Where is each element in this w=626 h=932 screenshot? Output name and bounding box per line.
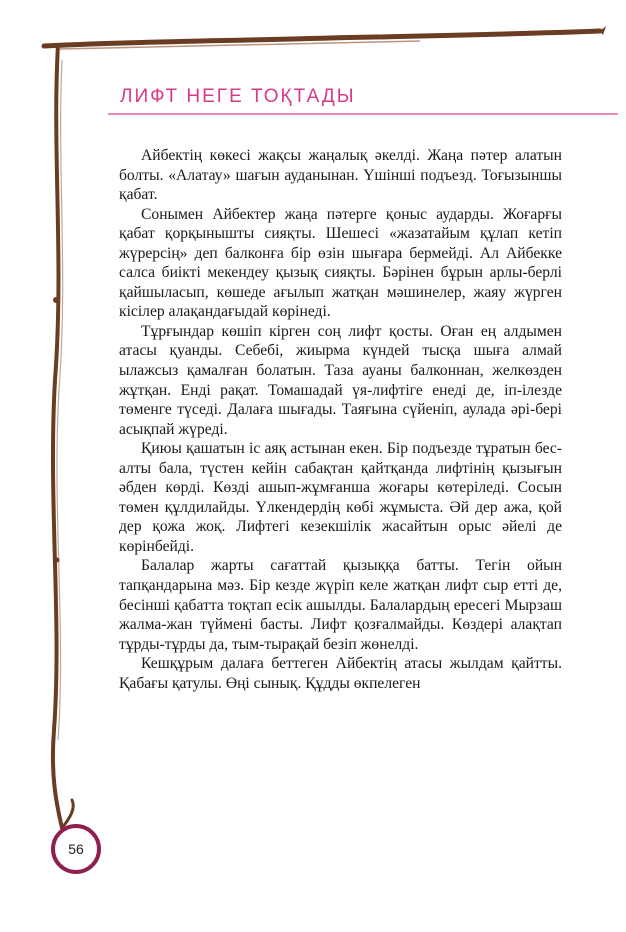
paragraph: Балалар жарты сағаттай қызыққа батты. Тегін ойын тапқандарына мәз. Бір кезде жүріп келе жатқан лифт сыр етті де, бесінші қабатта тоқтап есік ашылды. Балалардың ересегі Мырзаш жалма-жан түймені басты. Лифт қозғалмайды. Көздері алақтап тұрды-тұрды да, тым-тырақай безіп жөнелді. xyxy=(119,557,562,653)
paragraph: Қиюы қашатын іс аяқ астынан екен. Бір подъезде тұратын бес-алты бала, түстен кейін сабақтан қайтқанда лифтінің қызығын әбден көрді. Көзді ашып-жұмғанша жоғары көтеріледі. Сосын төмен құлдилайды. Үлкендердің көбі жұмыста. Әй дер ажа, қой дер қожа жоқ. Лифтегі кезекшілік жасайтын орыс әйелі де көрінбейді. xyxy=(119,440,562,555)
paragraph: Кешқұрым далаға беттеген Айбектің атасы жылдам қайтты. Қабағы қатулы. Өңі сынық. Құдды өкпелеген xyxy=(119,655,562,692)
paragraph: Тұрғындар көшіп кірген соң лифт қосты. Оған ең алдымен атасы қуанды. Себебі, жиырма күндей тысқа шыға алмай ылажсыз қамалған болатын. Таза ауаны балконнан, желкөзден жұтқан. Енді рақат. Томашадай үя-лифтіге енеді де, іп-ілезде төменге түседі. Далаға шығады. Таяғына сүйеніп, аулада әрі-бері асықпай жүреді. xyxy=(119,322,562,438)
title-underline xyxy=(108,113,618,115)
paragraph: Сонымен Айбектер жаңа пәтерге қоныс аударды. Жоғарғы қабат қорқынышты сияқты. Шешесі «жазатайым құлап кетіп жүрерсің» деп балконға бір өзін шығара бермейді. Ал Айбекке салса биікті мекендеу қызық сияқты. Бәрінен бұрын арлы-берлі қайшыласып, көшеде ағылып жатқан мәшинелер, жаяу жүрген кісілер алақандағыдай көрінеді. xyxy=(119,205,562,321)
paragraph: Айбектің көкесі жақсы жаңалық әкелді. Жаңа пәтер алатын болты. «Алатау» шағын ауданынан. Үшінші подъезд. Тоғызыншы қабат. xyxy=(119,147,562,204)
chapter-title: ЛИФТ НЕГЕ ТОҚТАДЫ xyxy=(120,86,356,107)
page-number: 56 xyxy=(51,824,101,874)
body-text xyxy=(119,146,562,693)
